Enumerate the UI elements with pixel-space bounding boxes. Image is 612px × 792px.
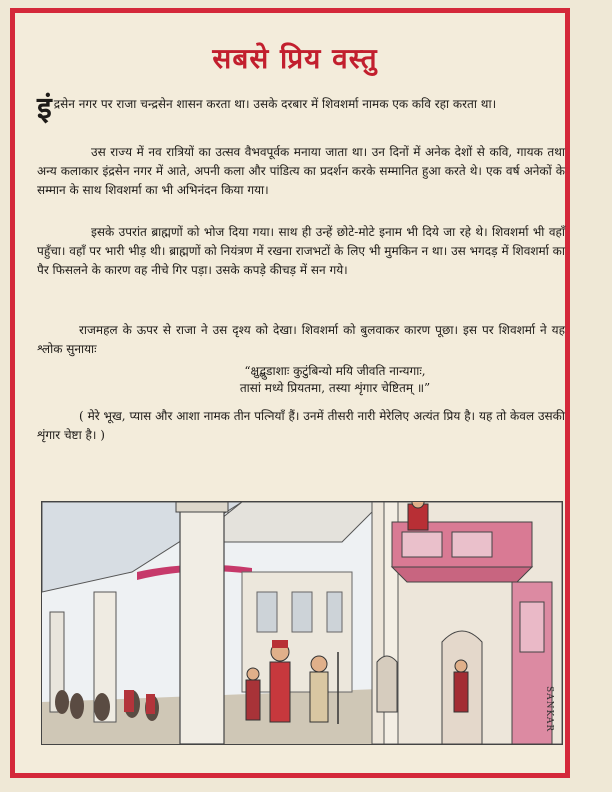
paragraph-4: राजमहल के ऊपर से राजा ने उस दृश्य को देखा। शिवशर्मा को बुलवाकर कारण पूछा। इस पर शिवशर्मा ने यह श्लोक सुनायाः: [37, 323, 565, 356]
verse-line-1: “क्षुद्बुडाशाः कुटुंबिन्यो मयि जीवति नान्यगाः,: [244, 364, 426, 378]
red-border-frame: [10, 8, 570, 778]
verse-meaning: ( मेरे भूख, प्यास और आशा नामक तीन पत्नियाँ हैं। उनमें तीसरी नारी मेरेलिए अत्यंत प्रिय है। यह तो केवल उसकी शृंगार चेष्टा है। ): [37, 409, 565, 442]
palace-scene-drawing: [42, 502, 562, 744]
paragraph-3: इसके उपरांत ब्राह्मणों को भोज दिया गया। साथ ही उन्हें छोटे-मोटे इनाम भी दिये जा रहे थे। शिवशर्मा भी वहाँ पहुँचा। वहाँ पर भारी भीड़ थी। ब्राह्मणों को नियंत्रण में रखना राजभटों के लिए भी मुमकिन न था। उस भगदड़ में शिवशर्मा का पैर फिसलने के कारण वह नीचे गिर पड़ा। उसके कपड़े कीचड़ में सन गये।: [37, 225, 565, 277]
drop-cap: इं: [37, 91, 52, 126]
palace-illustration: [41, 501, 563, 745]
verse-line-2: तासां मध्ये प्रियतमा, तस्या शृंगार चेष्टितम् ॥”: [239, 381, 431, 395]
paragraph-2: उस राज्य में नव रात्रियों का उत्सव वैभवपूर्वक मनाया जाता था। उन दिनों में अनेक देशों से कवि, गायक तथा अन्य कलाकार इंद्रसेन नगर में आते, अपनी कला और पांडित्य का प्रदर्शन करके सम्मानित हुआ करते थे। एक वर्ष अनेकों के सम्मान के साथ शिवशर्मा का भी अभिनंदन किया गया।: [37, 145, 565, 197]
paragraph-1-text: द्रसेन नगर पर राजा चन्द्रसेन शासन करता था। उसके दरबार में शिवशर्मा नामक एक कवि रहा करता था।: [53, 97, 497, 111]
artist-signature: SANKAR: [544, 685, 554, 732]
paragraph-1: [37, 91, 565, 126]
story-title: सबसे प्रिय वस्तु: [212, 42, 378, 75]
